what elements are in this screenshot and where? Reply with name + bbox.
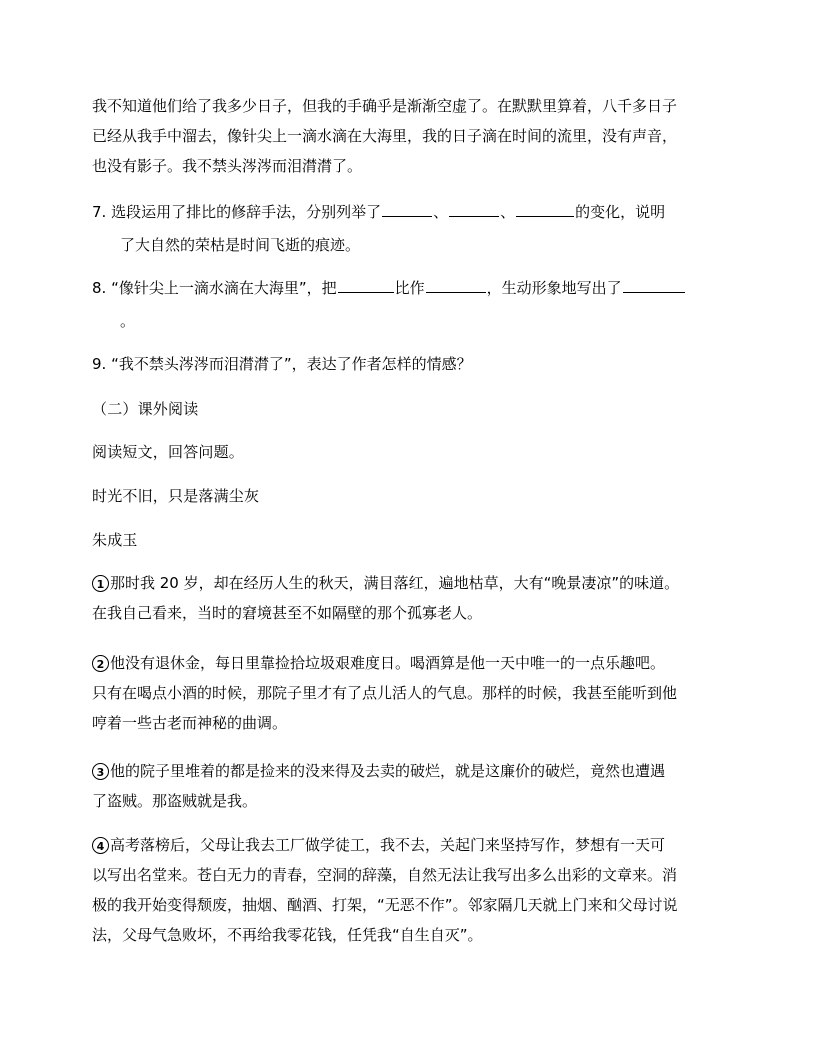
question-7-text-a: 7. 选段运用了排比的修辞手法，分别列举了 xyxy=(92,203,382,221)
paragraph-line: 法，父母气急败坏，不再给我零花钱，任凭我“自生自灭”。 xyxy=(92,926,483,944)
answer-blank-7b[interactable] xyxy=(449,202,499,217)
answer-blank-8c[interactable] xyxy=(623,278,685,293)
answer-blank-7a[interactable] xyxy=(382,202,432,217)
section-heading: （二）课外阅读 xyxy=(92,400,199,418)
question-7-continuation: 了大自然的荣枯是时间飞逝的痕迹。 xyxy=(120,236,361,254)
paragraph-number-badge: 4 xyxy=(92,837,109,854)
question-8-continuation: 。 xyxy=(120,312,136,330)
paragraph-number-badge: 1 xyxy=(92,575,109,592)
question-8-text-c: ，生动形象地写出了 xyxy=(486,279,622,297)
question-7-text-b: 的变化，说明 xyxy=(575,203,666,221)
paragraph-line: 以写出名堂来。苍白无力的青春，空洞的辞藻，自然无法让我写出多么出彩的文章来。消 xyxy=(92,866,678,884)
question-9: 9. “我不禁头涔涔而泪潸潸了”，表达了作者怎样的情感？ xyxy=(92,355,472,373)
question-7-sep: 、 xyxy=(500,203,516,221)
answer-blank-8b[interactable] xyxy=(426,278,486,293)
paragraph-line: 只有在喝点小酒的时候，那院子里才有了点儿活人的气息。那样的时候，我甚至能听到他 xyxy=(92,684,678,702)
question-8-text-b: 比作 xyxy=(394,279,425,297)
paragraph-number-badge: 2 xyxy=(92,655,109,672)
paragraph-line: 高考落榜后，父母让我去工厂做学徒工，我不去，关起门来坚持写作，梦想有一天可 xyxy=(110,836,666,854)
article-title: 时光不旧，只是落满尘灰 xyxy=(92,487,260,505)
reading-instruction: 阅读短文，回答问题。 xyxy=(92,443,245,461)
paragraph-line: 在我自己看来，当时的窘境甚至不如隔壁的那个孤寡老人。 xyxy=(92,604,483,622)
question-7-sep: 、 xyxy=(433,203,449,221)
answer-blank-8a[interactable] xyxy=(338,278,394,293)
paragraph-4 xyxy=(92,830,720,950)
paragraph-line: 他的院子里堆着的都是捡来的没来得及去卖的破烂，就是这廉价的破烂，竟然也遭遇 xyxy=(110,762,666,780)
paragraph-line: 哼着一些古老而神秘的曲调。 xyxy=(92,714,288,732)
passage-line: 也没有影子。我不禁头涔涔而泪潸潸了。 xyxy=(92,157,363,175)
question-8 xyxy=(92,278,686,298)
paragraph-line: 极的我开始变得颓废，抽烟、酗酒、打架，“无恶不作”。邻家隔几天就上门来和父母讨说 xyxy=(92,896,678,914)
paragraph-line: 他没有退休金，每日里靠捡拾垃圾艰难度日。喝酒算是他一天中唯一的一点乐趣吧。 xyxy=(110,654,666,672)
article-author: 朱成玉 xyxy=(92,531,138,549)
paragraph-3 xyxy=(92,756,720,816)
paragraph-line: 那时我 20 岁，却在经历人生的秋天，满目落红，遍地枯草，大有“晚景凄凉”的味道。 xyxy=(110,574,680,592)
paragraph-line: 了盗贼。那盗贼就是我。 xyxy=(92,792,258,810)
paragraph-number-badge: 3 xyxy=(92,763,109,780)
paragraph-1 xyxy=(92,568,720,628)
passage-line: 我不知道他们给了我多少日子，但我的手确乎是渐渐空虚了。在默默里算着，八千多日子 xyxy=(92,97,678,115)
answer-blank-7c[interactable] xyxy=(516,202,574,217)
passage-excerpt xyxy=(92,91,720,181)
passage-line: 已经从我手中溜去，像针尖上一滴水滴在大海里，我的日子滴在时间的流里，没有声音， xyxy=(92,127,678,145)
question-7 xyxy=(92,202,665,222)
question-8-text-a: 8. “像针尖上一滴水滴在大海里”，把 xyxy=(92,279,337,297)
paragraph-2 xyxy=(92,648,720,738)
